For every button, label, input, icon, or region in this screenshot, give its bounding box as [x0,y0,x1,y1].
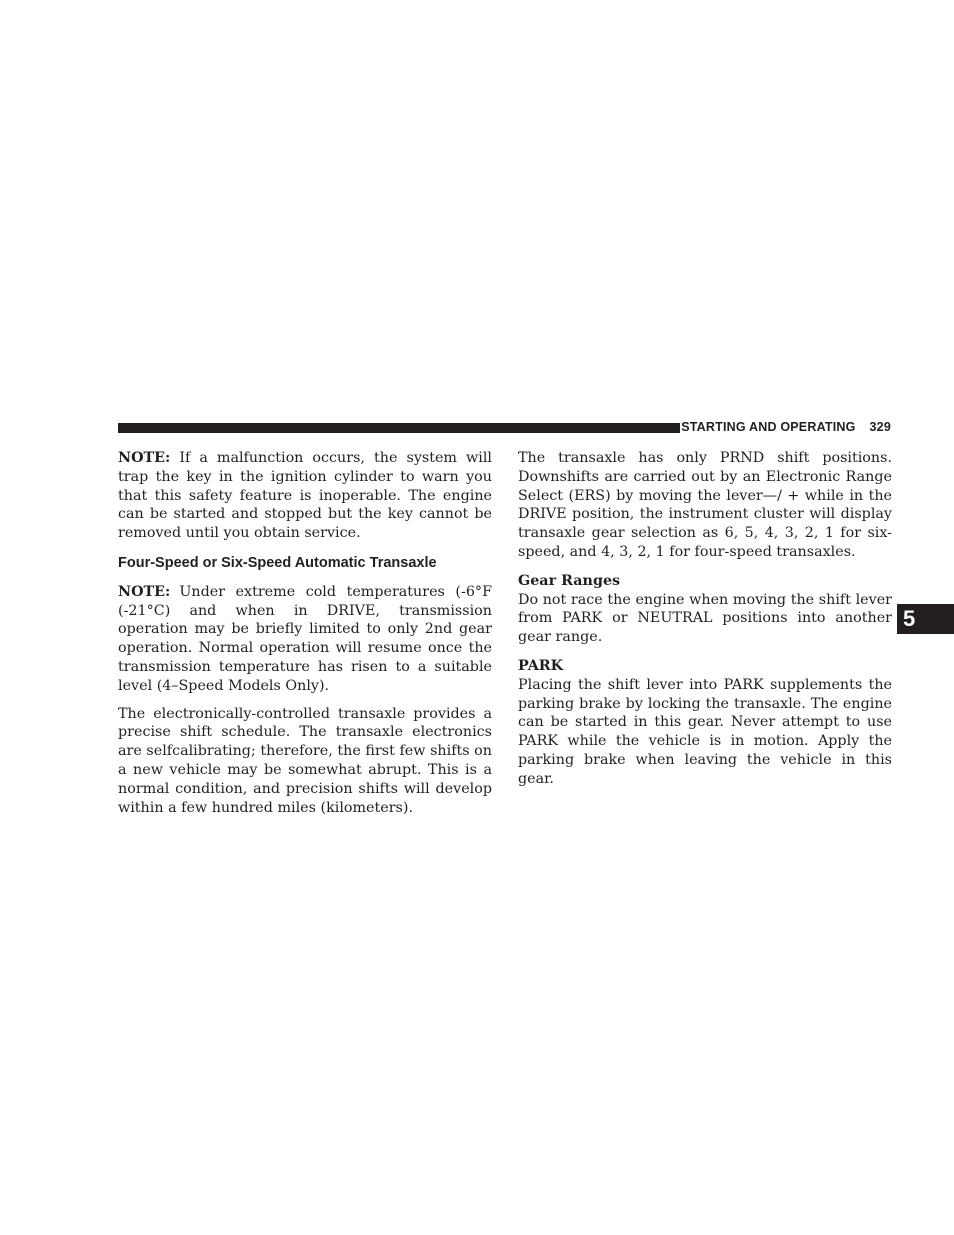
note-cold-temperature [118,583,492,696]
left-column [118,449,492,817]
page-number: 329 [869,420,891,434]
park-heading: PARK [518,657,564,674]
chapter-tab: 5 [897,604,954,634]
running-header [681,420,891,434]
paragraph-transaxle: The electronically-controlled transaxle provides a precise shift schedule. The transaxle electronics are selfcalibrating; therefore, the first few shifts on a new vehicle may be somewhat abrupt. This is a normal condition, and precision shifts will develop within a few hundred miles (kilometers). [118,705,492,816]
note-malfunction [118,449,492,543]
note-label: NOTE: [118,583,171,600]
note-text: Under extreme cold temperatures (-6°F (-21°C) and when in DRIVE, transmission operation may be briefly limited to only 2nd gear operation. Normal operation will resume once the transmission temperature has risen to a suitable level (4–Speed Models Only). [118,583,492,694]
header-rule [118,423,680,433]
note-text: If a malfunction occurs, the system will trap the key in the ignition cylinder to warn you that this safety feature is inoperable. The engine can be started and stopped but the key cannot be removed until you obtain service. [118,450,492,542]
paragraph-prnd: The transaxle has only PRND shift positions. Downshifts are carried out by an Electronic Range Select (ERS) by moving the lever—/ + while in the DRIVE position, the instrument cluster will display transaxle gear selection as 6, 5, 4, 3, 2, 1 for six-speed, and 4, 3, 2, 1 for four-speed transaxles. [518,450,892,560]
park-text: Placing the shift lever into PARK supplements the parking brake by locking the transaxle. The engine can be started in this gear. Never attempt to use PARK while the vehicle is in motion. Apply the parking brake when leaving the vehicle in this gear. [518,676,892,787]
gear-ranges-text: Do not race the engine when moving the shift lever from PARK or NEUTRAL positions into another gear range. [518,591,892,646]
note-label: NOTE: [118,450,171,466]
gear-ranges-heading: Gear Ranges [518,572,621,589]
section-heading: Four-Speed or Six-Speed Automatic Transaxle [118,554,437,571]
right-column [518,449,892,789]
section-title: STARTING AND OPERATING [681,420,856,434]
